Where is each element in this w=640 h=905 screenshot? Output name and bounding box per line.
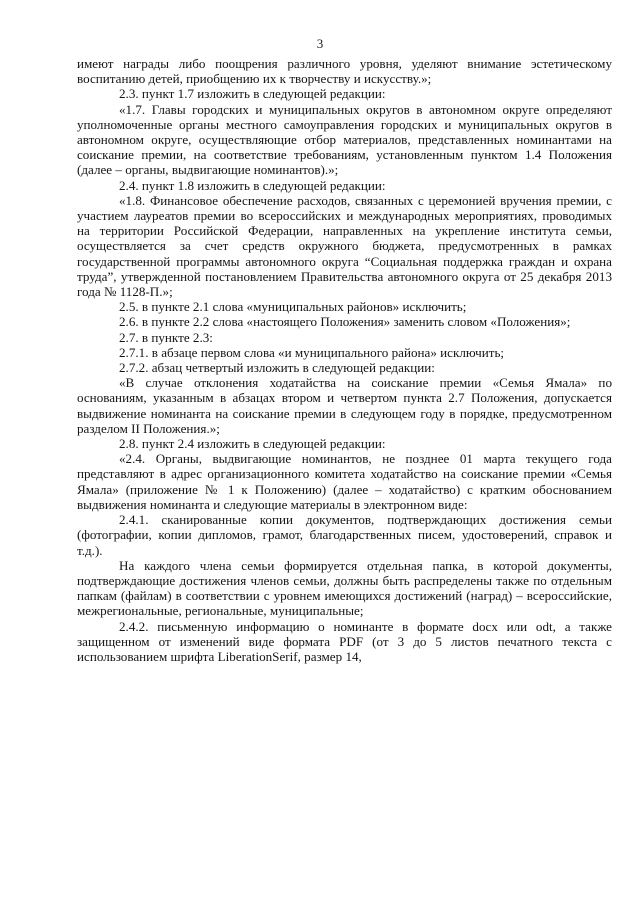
paragraph: 2.4. пункт 1.8 изложить в следующей редакции: [119,177,386,193]
document-body [77,56,612,664]
paragraph: «1.7. Главы городских и муниципальных округов в автономном округе определяют уполномоченные органы местного самоуправления городских и муниципальных округов в автономном округе, осуществляющие отбор материалов, представленных номинантами на соискание премии, на соответствие требованиям, установленным пунктом 1.4 Положения (далее – органы, выдвигающие номинантов).»; [77,101,612,178]
paragraph: «1.8. Финансовое обеспечение расходов, связанных с церемонией вручения премии, с участием лауреатов премии во всероссийских и международных мероприятиях, проводимых на территории Российской Федерации, направленных на укрепление института семьи, осуществляется за счет средств окружного бюджета, предусмотренных в рамках государственной программы автономного округа “Социальная поддержка граждан и охрана труда”, утвержденной постановлением Правительства автономного округа от 25 декабря 2013 года № 1128-П.»; [77,192,612,300]
paragraph: «В случае отклонения ходатайства на соискание премии «Семья Ямала» по основаниям, указанным в абзацах втором и четвертом пункта 2.7 Положения, допускается выдвижение номинанта на соискание премии в следующем году в порядке, предусмотренном разделом II Положения.»; [77,375,612,436]
paragraph: 2.8. пункт 2.4 изложить в следующей редакции: [119,436,386,452]
paragraph: 2.7.2. абзац четвертый изложить в следующей редакции: [119,360,435,376]
paragraph: 2.4.1. сканированные копии документов, подтверждающих достижения семьи (фотографии, копии дипломов, грамот, благодарственных писем, удостоверений, справок и т.д.). [77,512,612,558]
paragraph: 2.7.1. в абзаце первом слова «и муниципального района» исключить; [119,344,505,360]
paragraph: 2.5. в пункте 2.1 слова «муниципальных районов» исключить; [119,299,467,315]
paragraph: 2.7. в пункте 2.3: [119,329,213,345]
paragraph: «2.4. Органы, выдвигающие номинантов, не позднее 01 марта текущего года представляют в адрес организационного комитета ходатайство на соискание премии «Семья Ямала» (приложение № 1 к Положению) (далее – ходатайство) с кратким обоснованием выдвижения номинанта и следующие материалы в электронном виде: [77,451,612,512]
page-number: 3 [316,36,324,51]
paragraph: 2.6. в пункте 2.2 слова «настоящего Положения» заменить словом «Положения»; [119,314,571,330]
paragraph: 2.3. пункт 1.7 изложить в следующей редакции: [119,86,386,102]
paragraph: На каждого члена семьи формируется отдельная папка, в которой документы, подтверждающие достижения членов семьи, должны быть распределены также по отдельным папкам (файлам) в соответствии с уровнем имеющихся достижений (наград) – всероссийские, межрегиональные, региональные, муниципальные; [77,557,612,619]
paragraph: имеют награды либо поощрения различного уровня, уделяют внимание эстетическому воспитанию детей, приобщению их к творчеству и искусству.»; [77,56,612,87]
paragraph: 2.4.2. письменную информацию о номинанте в формате docx или odt, а также защищенном от изменений виде формата PDF (от 3 до 5 листов печатного текста с использованием шрифта LiberationSerif, размер 14, [77,618,612,664]
